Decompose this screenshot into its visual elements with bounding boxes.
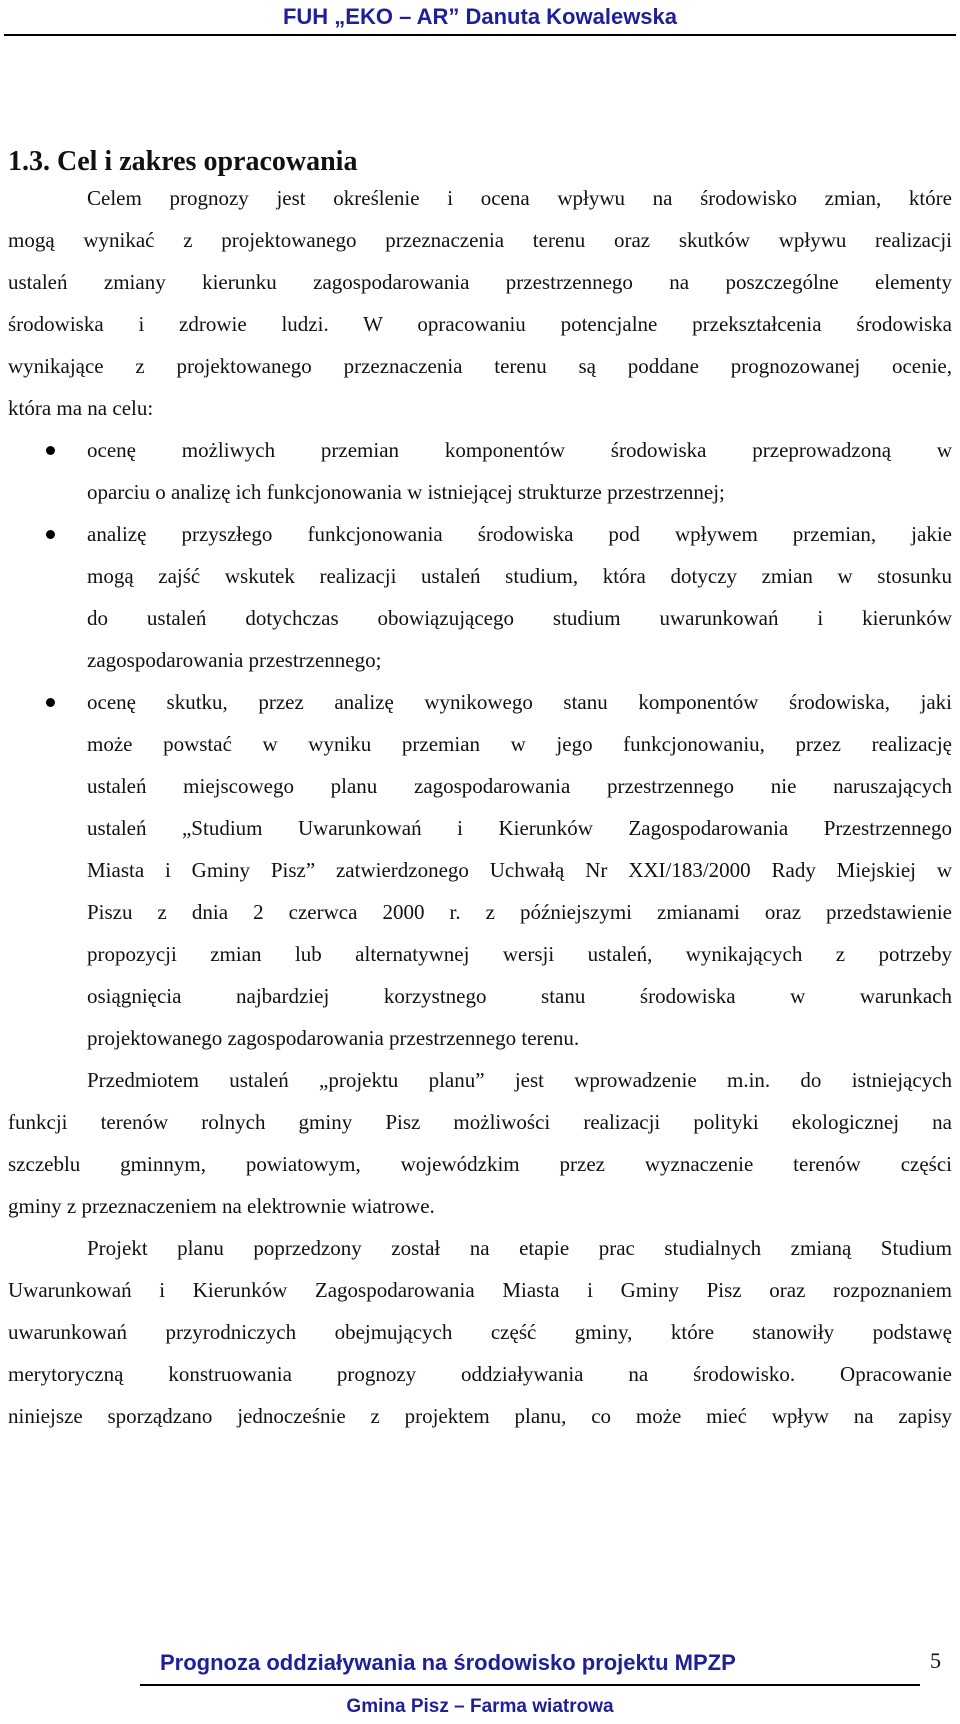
text-line: Celem prognozy jest określenie i ocena wpływu na środowisko zmian, które bbox=[87, 186, 952, 210]
text-line: wynikające z projektowanego przeznaczenia terenu są poddane prognozowanej ocenie, bbox=[8, 354, 952, 378]
footer-subtitle: Gmina Pisz – Farma wiatrowa bbox=[346, 1696, 614, 1717]
section-heading: 1.3. Cel i zakres opracowania bbox=[8, 146, 358, 177]
text-line: mogą wynikać z projektowanego przeznaczenia terenu oraz skutków wpływu realizacji bbox=[8, 228, 952, 252]
bullet-icon bbox=[46, 446, 55, 455]
list-item-line: osiągnięcia najbardziej korzystnego stanu środowiska w warunkach bbox=[87, 984, 952, 1008]
footer-title: Prognoza oddziaływania na środowisko projektu MPZP bbox=[160, 1650, 736, 1675]
text-line: funkcji terenów rolnych gminy Pisz możliwości realizacji polityki ekologicznej na bbox=[8, 1110, 952, 1134]
text-line: Projekt planu poprzedzony został na etapie prac studialnych zmianą Studium bbox=[87, 1236, 952, 1260]
text-line: ustaleń zmiany kierunku zagospodarowania przestrzennego na poszczególne elementy bbox=[8, 270, 952, 294]
bullet-icon bbox=[46, 698, 55, 707]
list-item-line: Miasta i Gminy Pisz” zatwierdzonego Uchwałą Nr XXI/183/2000 Rady Miejskiej w bbox=[87, 858, 952, 882]
text-line: szczeblu gminnym, powiatowym, wojewódzkim przez wyznaczenie terenów części bbox=[8, 1152, 952, 1176]
list-item-line: mogą zajść wskutek realizacji ustaleń studium, która dotyczy zmian w stosunku bbox=[87, 564, 952, 588]
footer-rule bbox=[140, 1684, 920, 1686]
header-rule bbox=[4, 34, 956, 36]
bullet-icon bbox=[46, 530, 55, 539]
header-title: FUH „EKO – AR” Danuta Kowalewska bbox=[282, 4, 678, 29]
list-item-line: może powstać w wyniku przemian w jego funkcjonowaniu, przez realizację bbox=[87, 732, 952, 756]
text-line: środowiska i zdrowie ludzi. W opracowaniu potencjalne przekształcenia środowiska bbox=[8, 312, 952, 336]
text-line: która ma na celu: bbox=[8, 396, 154, 420]
list-item-line: propozycji zmian lub alternatywnej wersji ustaleń, wynikających z potrzeby bbox=[87, 942, 952, 966]
list-item-line: ocenę możliwych przemian komponentów środowiska przeprowadzoną w bbox=[87, 438, 952, 462]
list-item-line: ustaleń „Studium Uwarunkowań i Kierunków Zagospodarowania Przestrzennego bbox=[87, 816, 952, 840]
list-item-line: Piszu z dnia 2 czerwca 2000 r. z późniejszymi zmianami oraz przedstawienie bbox=[87, 900, 952, 924]
list-item-line: ustaleń miejscowego planu zagospodarowania przestrzennego nie naruszających bbox=[87, 774, 952, 798]
text-line: niniejsze sporządzano jednocześnie z projektem planu, co może mieć wpływ na zapisy bbox=[8, 1404, 952, 1428]
list-item-line: zagospodarowania przestrzennego; bbox=[87, 648, 382, 672]
list-item-line: projektowanego zagospodarowania przestrzennego terenu. bbox=[87, 1026, 580, 1050]
list-item-line: ocenę skutku, przez analizę wynikowego stanu komponentów środowiska, jaki bbox=[87, 690, 952, 714]
text-line: uwarunkowań przyrodniczych obejmujących część gminy, które stanowiły podstawę bbox=[8, 1320, 952, 1344]
text-line: merytoryczną konstruowania prognozy oddziaływania na środowisko. Opracowanie bbox=[8, 1362, 952, 1386]
list-item-line: oparciu o analizę ich funkcjonowania w istniejącej strukturze przestrzennej; bbox=[87, 480, 725, 504]
text-line: Przedmiotem ustaleń „projektu planu” jest wprowadzenie m.in. do istniejących bbox=[87, 1068, 952, 1092]
list-item-line: analizę przyszłego funkcjonowania środowiska pod wpływem przemian, jakie bbox=[87, 522, 952, 546]
page-number: 5 bbox=[930, 1648, 941, 1673]
list-item-line: do ustaleń dotychczas obowiązującego studium uwarunkowań i kierunków bbox=[87, 606, 952, 630]
text-line: gminy z przeznaczeniem na elektrownie wiatrowe. bbox=[8, 1194, 435, 1218]
text-line: Uwarunkowań i Kierunków Zagospodarowania Miasta i Gminy Pisz oraz rozpoznaniem bbox=[8, 1278, 952, 1302]
